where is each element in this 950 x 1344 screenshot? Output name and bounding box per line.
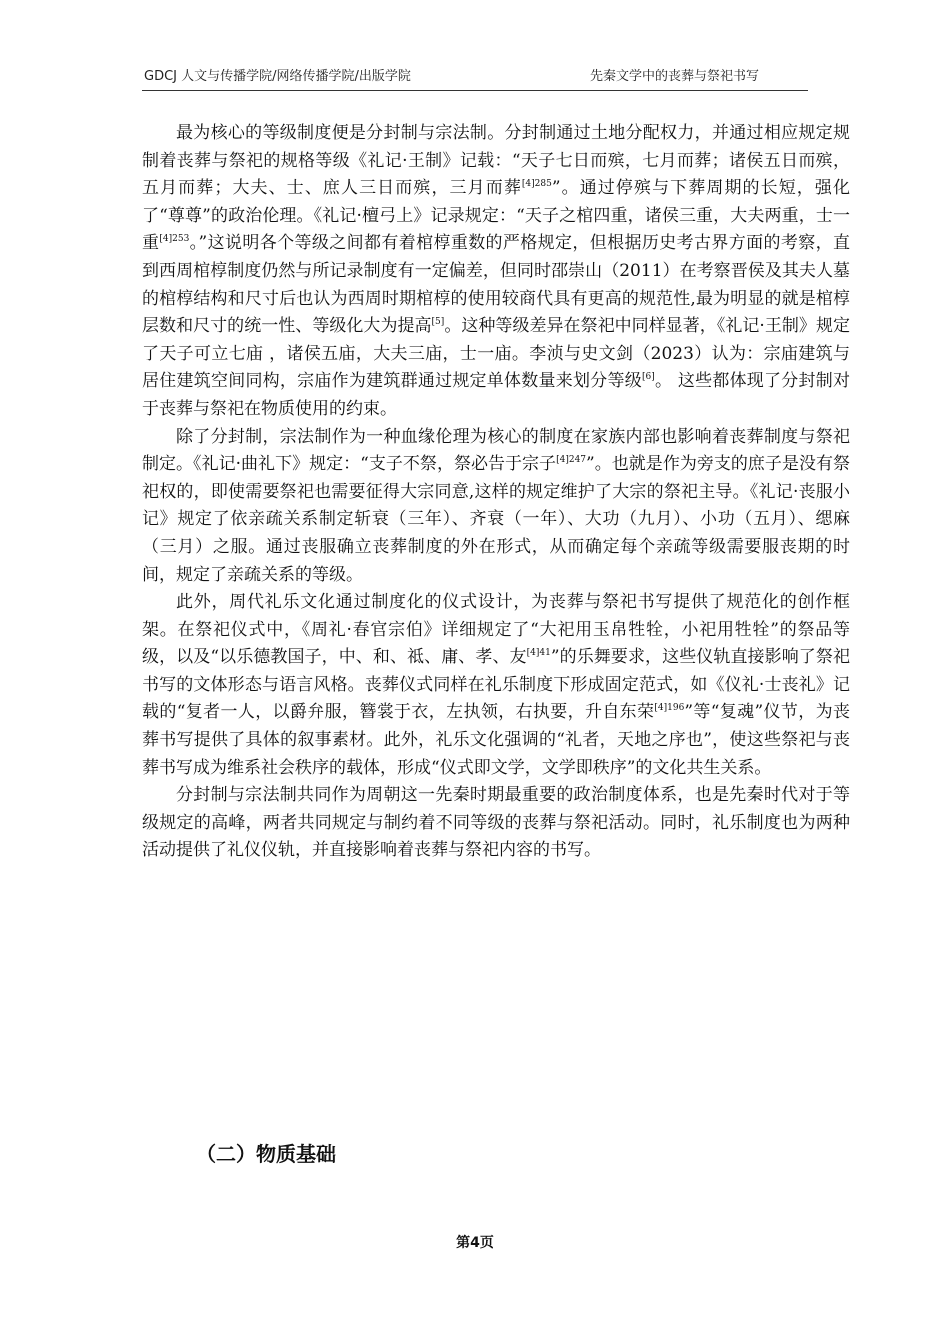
header-paper-title: 先秦文学中的丧葬与祭祀书写 — [590, 69, 760, 84]
section-heading: （二）物质基础 — [196, 1142, 336, 1166]
body-paragraph — [142, 782, 850, 865]
citation-marker: [4]41 — [526, 648, 551, 659]
text-segment: ”等“复魂”仪节，为丧葬书写提供了具体的叙事素材。此外，礼乐文化强调的“礼者，天地之序也”，使这些祭祀与丧葬书写成为维系社会秩序的载体，形成“仪式即文学，文学即秩序”的文化共生关系。 — [142, 702, 850, 778]
body-paragraph — [142, 589, 850, 782]
text-segment: 最为核心的等级制度便是分封制与宗法制。分封制通过土地分配权力，并通过相应规定规制着丧葬与祭祀的规格等级《礼记·王制》记载：“天子七日而殡，七月而葬；诸侯五日而殡，五月而葬；大夫、士、庶人三日而殡，三月而葬 — [142, 123, 850, 199]
text-segment: ”。通过停殡与下葬周期的长短，强化了“尊尊”的政治伦理。《礼记·檀弓上》记录规定：“天子之棺四重，诸侯三重，大夫两重，士一重 — [142, 178, 850, 254]
page-number: 第4页 — [456, 1235, 494, 1251]
text-segment: 。这种等级差异在祭祀中同样显著，《礼记·王制》规定了天子可立七庙 ，诸侯五庙，大夫三庙，士一庙。李浈与史文剑（2023）认为：宗庙建筑与居住建筑空间同构，宗庙作为建筑群通过规定单体数量来划分等级 — [142, 316, 850, 392]
text-segment: ”。也就是作为旁支的庶子是没有祭祀权的，即使需要祭祀也需要征得大宗同意,这样的规定维护了大宗的祭祀主导。《礼记·丧服小记》规定了依亲疏关系制定斩衰（三年）、齐衰（一年）、大功（九月）、小功（五月）、缌麻（三月）之服。通过丧服确立丧葬制度的外在形式，从而确定每个亲疏等级需要服丧期的时间，规定了亲疏关系的等级。 — [142, 454, 851, 585]
text-segment: 。 这些都体现了分封制对于丧葬与祭祀在物质使用的约束。 — [142, 371, 851, 419]
citation-marker: [6] — [641, 372, 655, 383]
citation-marker: [4]285 — [521, 179, 552, 190]
text-segment: 此外，周代礼乐文化通过制度化的仪式设计，为丧葬与祭祀书写提供了规范化的创作框架。在祭祀仪式中，《周礼·春官宗伯》详细规定了“大祀用玉帛牲牷，小祀用牲牷”的祭品等级，以及“以乐德教国子，中、和、祗、庸、孝、友 — [142, 592, 850, 668]
body-paragraph — [142, 120, 850, 424]
header-institution: GDCJ 人文与传播学院/网络传播学院/出版学院 — [144, 69, 411, 84]
header-divider — [142, 90, 808, 91]
text-segment: 。”这说明各个等级之间都有着棺椁重数的严格规定，但根据历史考古界方面的考察，直到西周棺椁制度仍然与所记录制度有一定偏差，但同时邵崇山（2011）在考察晋侯及其夫人墓的棺椁结构和尺寸后也认为西周时期棺椁的使用较商代具有更高的规范性,最为明显的就是棺椁层数和尺寸的统一性、等级化大为提高 — [142, 233, 850, 337]
text-segment: 分封制与宗法制共同作为周朝这一先秦时期最重要的政治制度体系，也是先秦时代对于等级规定的高峰，两者共同规定与制约着不同等级的丧葬与祭祀活动。同时，礼乐制度也为两种活动提供了礼仪仪轨，并直接影响着丧葬与祭祀内容的书写。 — [142, 785, 850, 861]
citation-marker: [5] — [431, 317, 445, 328]
body-text — [142, 120, 850, 865]
citation-marker: [4]247 — [556, 455, 587, 466]
text-segment: ”的乐舞要求，这些仪轨直接影响了祭祀书写的文体形态与语言风格。丧葬仪式同样在礼乐制度下形成固定范式，如《仪礼·士丧礼》记载的“复者一人，以爵弁服，簪裳于衣，左执领，右执要，升自东荣 — [142, 647, 850, 723]
body-paragraph — [142, 424, 850, 590]
citation-marker: [4]253 — [159, 234, 190, 245]
text-segment: 除了分封制，宗法制作为一种血缘伦理为核心的制度在家族内部也影响着丧葬制度与祭祀制定。《礼记·曲礼下》规定：“支子不祭，祭必告于宗子 — [142, 426, 850, 475]
citation-marker: [4]196 — [654, 703, 685, 714]
